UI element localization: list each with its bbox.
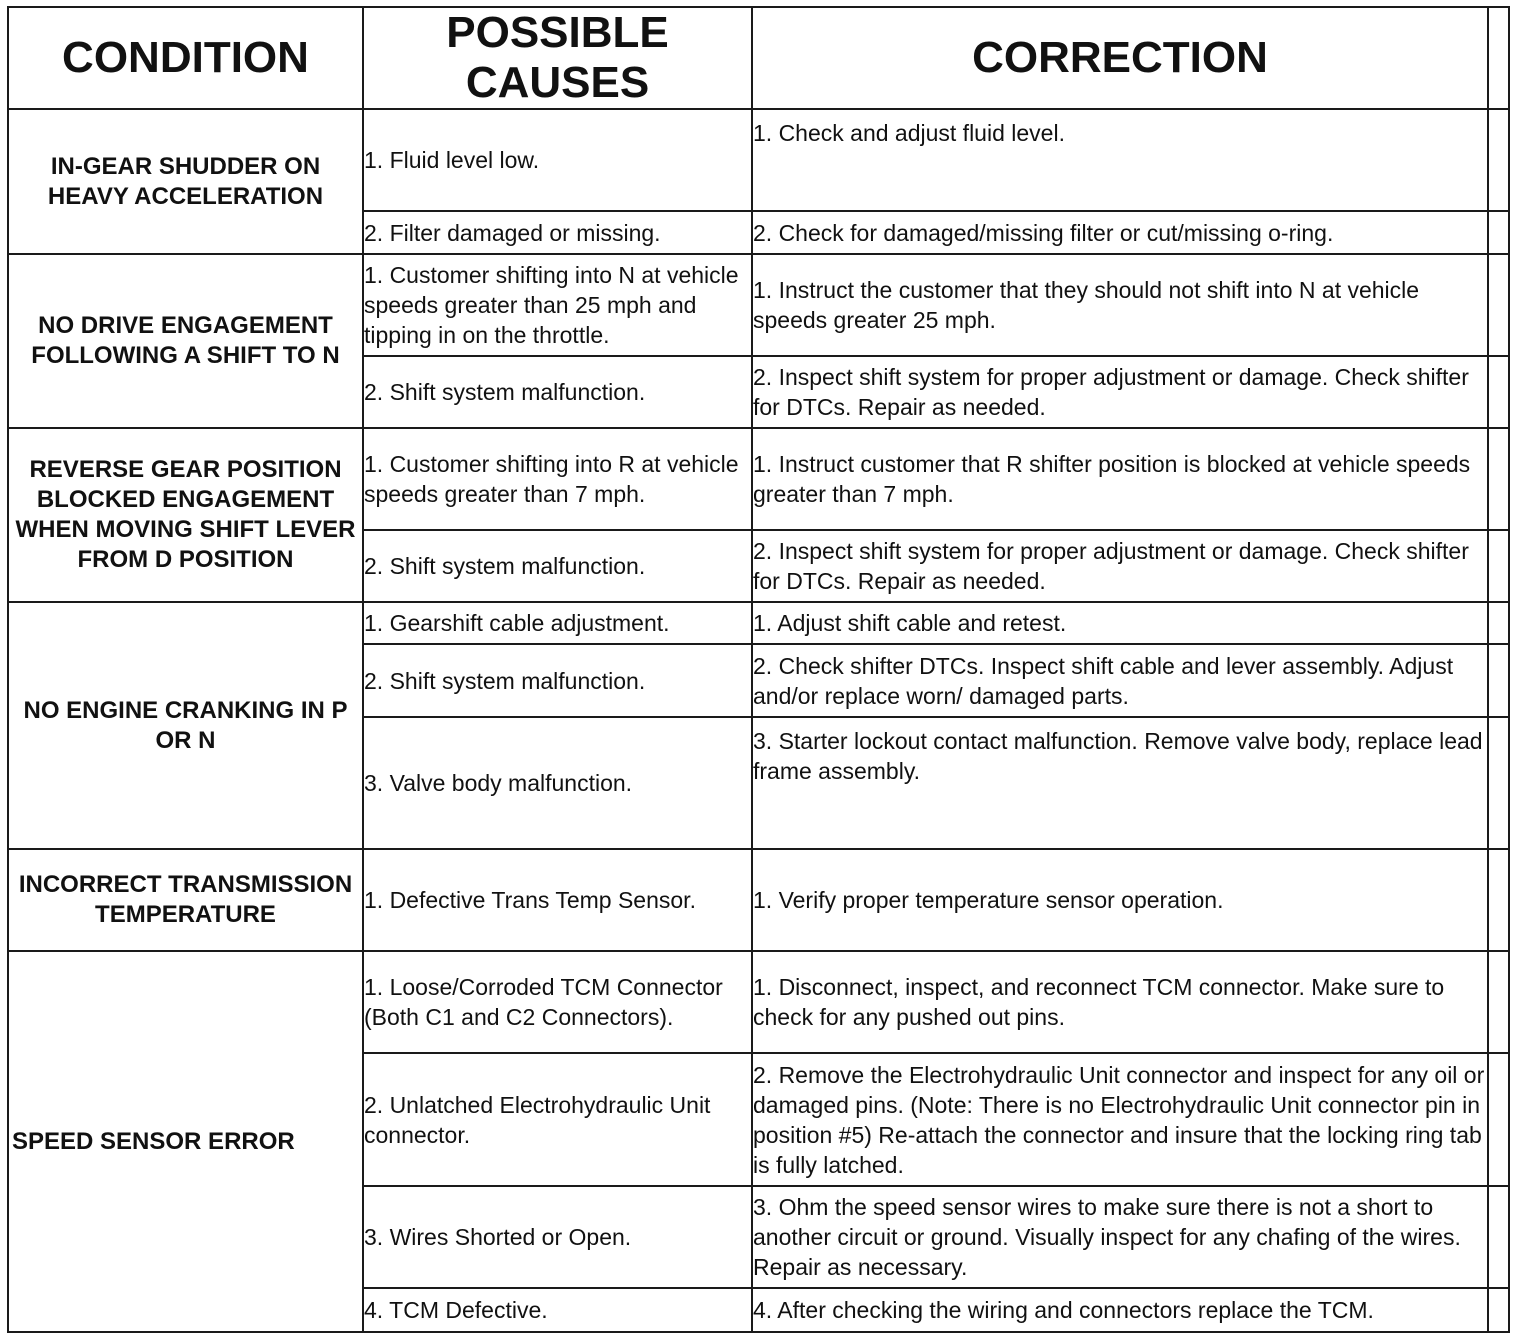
right-edge-column (1488, 7, 1509, 109)
correction-cell: 1. Adjust shift cable and retest. (752, 602, 1488, 644)
correction-cell: 2. Check for damaged/missing filter or cut/missing o-ring. (752, 211, 1488, 254)
cause-cell: 4. TCM Defective. (363, 1288, 752, 1332)
table-row (8, 602, 1509, 644)
diagnosis-table (7, 6, 1510, 1333)
condition-cell: INCORRECT TRANSMISSION TEMPERATURE (8, 849, 363, 951)
header-causes-line1: POSSIBLE (446, 8, 669, 57)
correction-cell: 4. After checking the wiring and connectors replace the TCM. (752, 1288, 1488, 1332)
right-edge-cell (1488, 109, 1509, 211)
right-edge-cell (1488, 356, 1509, 428)
cause-cell: 1. Gearshift cable adjustment. (363, 602, 752, 644)
right-edge-cell (1488, 530, 1509, 602)
cause-cell: 1. Customer shifting into R at vehicle speeds greater than 7 mph. (363, 428, 752, 530)
correction-cell: 1. Instruct customer that R shifter position is blocked at vehicle speeds greater than 7 mph. (752, 428, 1488, 530)
header-row (8, 7, 1509, 109)
header-causes-line2: CAUSES (465, 58, 650, 107)
correction-cell: 1. Disconnect, inspect, and reconnect TCM connector. Make sure to check for any pushed out pins. (752, 951, 1488, 1053)
condition-cell: REVERSE GEAR POSITION BLOCKED ENGAGEMENT WHEN MOVING SHIFT LEVER FROM D POSITION (8, 428, 363, 602)
right-edge-cell (1488, 254, 1509, 356)
table-row (8, 428, 1509, 530)
header-condition: CONDITION (8, 7, 363, 109)
correction-cell: 1. Check and adjust fluid level. (752, 109, 1488, 211)
correction-cell: 3. Ohm the speed sensor wires to make sure there is not a short to another circuit or ground. Visually inspect for any chafing of the wires. Repair as necessary. (752, 1186, 1488, 1288)
header-possible-causes (363, 7, 752, 109)
cause-cell: 1. Defective Trans Temp Sensor. (363, 849, 752, 951)
right-edge-cell (1488, 951, 1509, 1053)
right-edge-cell (1488, 644, 1509, 717)
right-edge-cell (1488, 602, 1509, 644)
condition-cell: SPEED SENSOR ERROR (8, 951, 363, 1332)
condition-cell: NO DRIVE ENGAGEMENT FOLLOWING A SHIFT TO N (8, 254, 363, 428)
cause-cell: 3. Valve body malfunction. (363, 717, 752, 849)
right-edge-cell (1488, 1053, 1509, 1186)
right-edge-cell (1488, 428, 1509, 530)
correction-cell: 2. Remove the Electrohydraulic Unit connector and inspect for any oil or damaged pins. (Note: There is no Electrohydraulic Unit connector pin in position #5) Re-attach the connector and insure that the locking ring tab is fully latched. (752, 1053, 1488, 1186)
right-edge-cell (1488, 211, 1509, 254)
table-row (8, 109, 1509, 211)
table-row (8, 951, 1509, 1053)
cause-cell: 1. Loose/Corroded TCM Connector (Both C1 and C2 Connectors). (363, 951, 752, 1053)
cause-cell: 1. Fluid level low. (363, 109, 752, 211)
correction-cell: 1. Instruct the customer that they should not shift into N at vehicle speeds greater 25 mph. (752, 254, 1488, 356)
correction-cell: 2. Inspect shift system for proper adjustment or damage. Check shifter for DTCs. Repair as needed. (752, 356, 1488, 428)
cause-cell: 2. Filter damaged or missing. (363, 211, 752, 254)
condition-cell: NO ENGINE CRANKING IN P OR N (8, 602, 363, 849)
header-correction: CORRECTION (752, 7, 1488, 109)
correction-cell: 2. Check shifter DTCs. Inspect shift cable and lever assembly. Adjust and/or replace worn/ damaged parts. (752, 644, 1488, 717)
right-edge-cell (1488, 1288, 1509, 1332)
cause-cell: 2. Shift system malfunction. (363, 530, 752, 602)
correction-cell: 3. Starter lockout contact malfunction. Remove valve body, replace lead frame assembly. (752, 717, 1488, 849)
cause-cell: 2. Shift system malfunction. (363, 644, 752, 717)
table-row (8, 254, 1509, 356)
cause-cell: 2. Shift system malfunction. (363, 356, 752, 428)
condition-cell: IN-GEAR SHUDDER ON HEAVY ACCELERATION (8, 109, 363, 254)
cause-cell: 1. Customer shifting into N at vehicle speeds greater than 25 mph and tipping in on the throttle. (363, 254, 752, 356)
cause-cell: 2. Unlatched Electrohydraulic Unit connector. (363, 1053, 752, 1186)
right-edge-cell (1488, 1186, 1509, 1288)
correction-cell: 1. Verify proper temperature sensor operation. (752, 849, 1488, 951)
table-row (8, 849, 1509, 951)
cause-cell: 3. Wires Shorted or Open. (363, 1186, 752, 1288)
right-edge-cell (1488, 849, 1509, 951)
right-edge-cell (1488, 717, 1509, 849)
correction-cell: 2. Inspect shift system for proper adjustment or damage. Check shifter for DTCs. Repair as needed. (752, 530, 1488, 602)
